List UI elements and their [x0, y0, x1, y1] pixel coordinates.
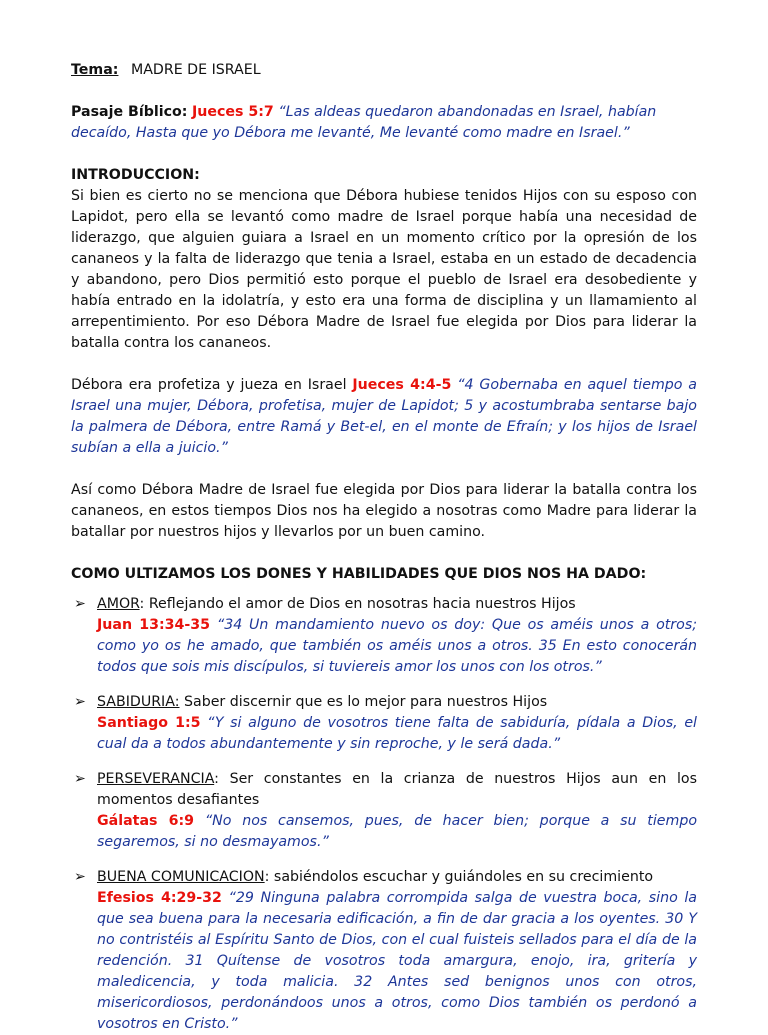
list-item-perseverancia [71, 769, 697, 853]
pasaje-quote: “Las aldeas quedaron abandonadas en Israel, habían decaído, Hasta que yo Débora me levanté, Me levanté como madre en Israel.” [71, 104, 657, 141]
intro-heading: INTRODUCCION: [71, 167, 200, 183]
item-quote: “Y si alguno de vosotros tiene falta de sabiduría, pídala a Dios, el cual da a todos abundantemente y sin reproche, y le será dada.” [97, 715, 697, 752]
debora-ref: Jueces 4:4-5 [352, 377, 452, 393]
item-term: AMOR [97, 596, 140, 612]
item-desc: Saber discernir que es lo mejor para nuestros Hijos [179, 694, 548, 710]
arrow-bullet-icon: ➢ [74, 596, 86, 612]
item-desc: : Reflejando el amor de Dios en nosotras hacia nuestros Hijos [139, 596, 576, 612]
tema-label: Tema: [71, 62, 119, 78]
debora-text: Débora era profetiza y jueza en Israel [71, 377, 347, 393]
item-quote: “No nos cansemos, pues, de hacer bien; porque a su tiempo segaremos, si no desmayamos.” [97, 813, 698, 850]
pasaje-ref: Jueces 5:7 [191, 104, 274, 120]
item-term: BUENA COMUNICACION [97, 869, 265, 885]
arrow-bullet-icon: ➢ [74, 771, 86, 787]
document-body [71, 60, 697, 1035]
list-item-buena-comunicacion [71, 867, 697, 1035]
item-ref: Santiago 1:5 [97, 715, 201, 731]
arrow-bullet-icon: ➢ [74, 869, 86, 885]
debora-paragraph [71, 375, 697, 459]
pasaje-line [71, 102, 697, 144]
item-desc: : Ser constantes en la crianza de nuestros Hijos aun en los momentos desafiantes [97, 771, 697, 808]
debora-quote: “4 Gobernaba en aquel tiempo a Israel una mujer, Débora, profetisa, mujer de Lapidot; 5 y acostumbraba sentarse bajo la palmera de Débora, entre Ramá y Bet-el, en el monte de Efraín; y los hijos de Israel subían a ella a juicio.” [71, 377, 697, 456]
item-desc: : sabiéndolos escuchar y guiándoles en su crecimiento [264, 869, 654, 885]
item-ref: Juan 13:34-35 [97, 617, 211, 633]
item-term: SABIDURIA: [97, 694, 180, 710]
dones-heading: COMO ULTIZAMOS LOS DONES Y HABILIDADES QUE DIOS NOS HA DADO: [71, 566, 647, 582]
list-item-sabiduria [71, 692, 697, 755]
item-quote: “29 Ninguna palabra corrompida salga de vuestra boca, sino la que sea buena para la necesaria edificación, a fin de dar gracia a los oyentes. 30 Y no contristéis al Espíritu Santo de Dios, con el cual fuisteis sellados para el día de la redención. 31 Quítense de vosotros toda amargura, enojo, ira, gritería y maledicencia, y toda malicia. 32 Antes sed benignos unos con otros, misericordiosos, perdonándoos unos a otros, como Dios también os perdonó a vosotros en Cristo.” [97, 890, 697, 1032]
pasaje-label: Pasaje Bíblico: [71, 104, 188, 120]
arrow-bullet-icon: ➢ [74, 694, 86, 710]
item-quote: “34 Un mandamiento nuevo os doy: Que os améis unos a otros; como yo os he amado, que también os améis unos a otros. 35 En esto conocerán todos que sois mis discípulos, si tuviereis amor los unos con los otros.” [97, 617, 697, 675]
intro-paragraph: Si bien es cierto no se menciona que Débora hubiese tenidos Hijos con su esposo con Lapidot, pero ella se levantó como madre de Israel porque había una necesidad de liderazgo, que alguien guiara a Israel en un momento crítico por la opresión de los cananeos y la falta de liderazgo que tenia a Israel, estaba en un estado de decadencia y abandono, pero Dios permitió esto porque el pueblo de Israel era desobediente y había entrado en la idolatría, y esto era una forma de disciplina y un llamamiento al arrepentimiento. Por eso Débora Madre de Israel fue elegida por Dios para liderar la batalla contra los cananeos. [71, 188, 697, 351]
tema-title: MADRE DE ISRAEL [130, 62, 261, 78]
list-item-amor [71, 594, 697, 678]
item-term: PERSEVERANCIA [97, 771, 215, 787]
item-ref: Gálatas 6:9 [97, 813, 195, 829]
asi-paragraph: Así como Débora Madre de Israel fue elegida por Dios para liderar la batalla contra los cananeos, en estos tiempos Dios nos ha elegido a nosotras como Madre para liderar la batallar por nuestros hijos y llevarlos por un buen camino. [71, 482, 697, 540]
tema-line [71, 60, 697, 81]
item-ref: Efesios 4:29-32 [97, 890, 222, 906]
